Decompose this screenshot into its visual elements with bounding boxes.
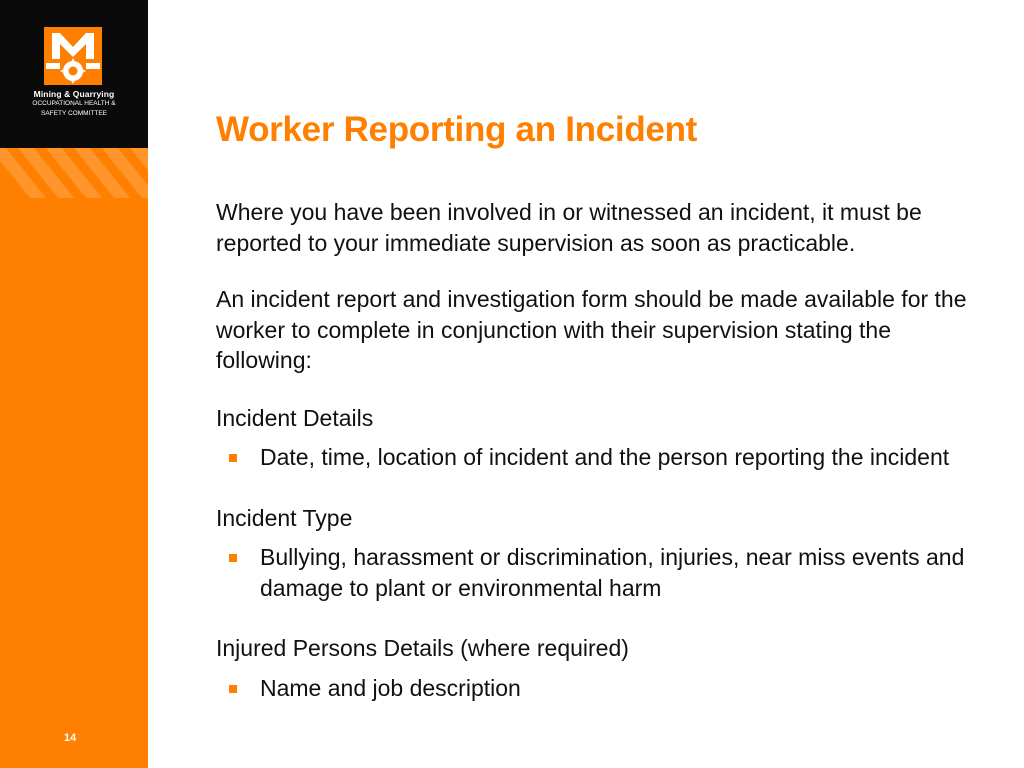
list-item xyxy=(216,673,986,704)
mining-logo-icon xyxy=(44,27,102,85)
section-incident-details xyxy=(216,403,986,473)
bullet-text: Date, time, location of incident and the person reporting the incident xyxy=(260,444,950,470)
list-item xyxy=(216,442,986,473)
sidebar xyxy=(0,0,148,768)
bullet-square-icon xyxy=(229,685,237,693)
section-heading: Incident Type xyxy=(216,504,353,531)
logo-org-name: Mining & Quarrying xyxy=(33,89,115,99)
intro-paragraph: Where you have been involved in or witnessed an incident, it must be reported to your immediate supervision as soon as practicable. xyxy=(216,199,922,256)
bullet-text: Bullying, harassment or discrimination, injuries, near miss events and damage to plant or environmental harm xyxy=(260,544,965,601)
bullet-text: Name and job description xyxy=(260,674,521,701)
page-number: 14 xyxy=(64,732,77,744)
logo-subtitle-line2: SAFETY COMMITTEE xyxy=(41,110,107,117)
bullet-list xyxy=(216,673,986,704)
bullet-list xyxy=(216,542,986,603)
logo-subtitle-line1: OCCUPATIONAL HEALTH & xyxy=(32,100,116,107)
section-injured-persons xyxy=(216,633,986,703)
bullet-square-icon xyxy=(229,454,237,462)
logo-block xyxy=(0,0,148,148)
section-heading: Injured Persons Details (where required) xyxy=(216,635,629,661)
logo-text xyxy=(0,89,148,119)
bullet-list xyxy=(216,442,986,473)
decorative-stripes xyxy=(0,148,148,198)
form-paragraph: An incident report and investigation form should be made available for the worker to complete in conjunction with their supervision stating the following: xyxy=(216,286,967,373)
bullet-square-icon xyxy=(229,554,237,562)
slide-title: Worker Reporting an Incident xyxy=(216,110,698,149)
list-item xyxy=(216,542,986,603)
slide-body xyxy=(216,197,986,703)
section-heading: Incident Details xyxy=(216,404,374,431)
section-incident-type xyxy=(216,503,986,604)
